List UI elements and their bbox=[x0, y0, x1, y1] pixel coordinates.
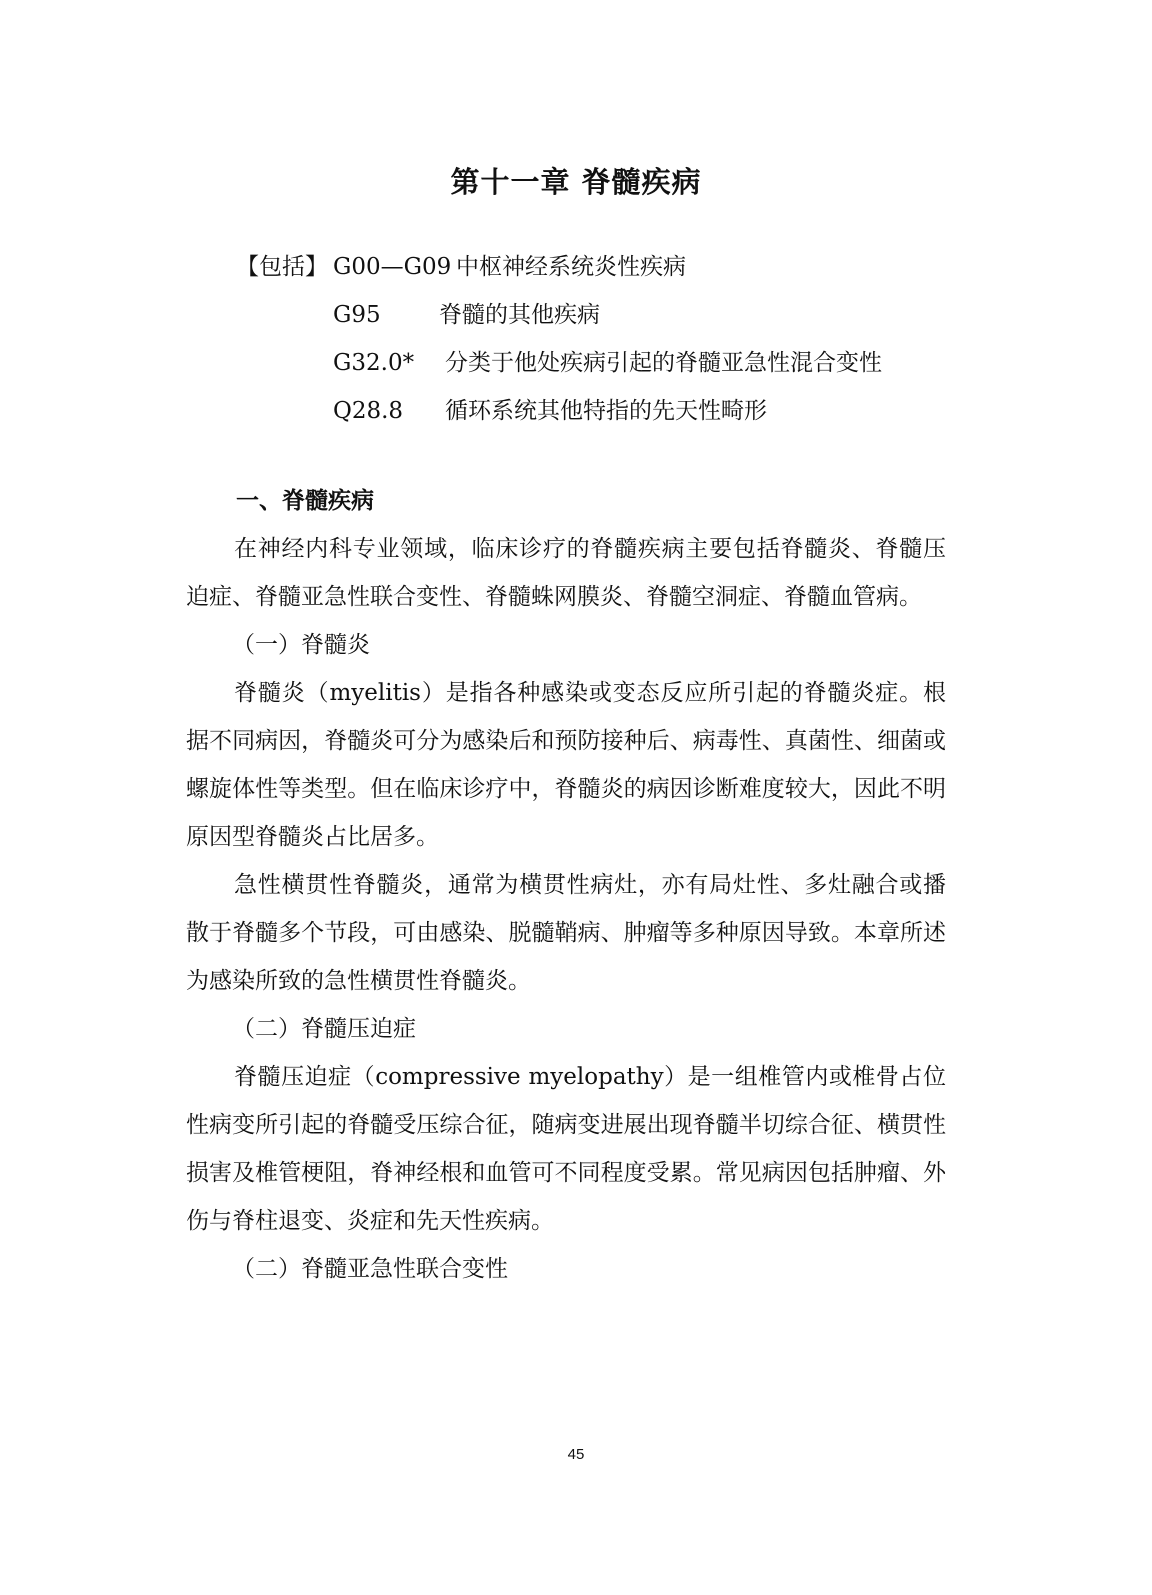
includes-code: G00—G09 bbox=[333, 254, 452, 280]
includes-code: Q28.8 bbox=[333, 398, 404, 424]
includes-row bbox=[236, 339, 882, 387]
chapter-title: 第十一章 脊髓疾病 bbox=[450, 165, 702, 199]
section-intro-paragraph: 在神经内科专业领域，临床诊疗的脊髓疾病主要包括脊髓炎、脊髓压迫症、脊髓亚急性联合变性、脊髓蛛网膜炎、脊髓空洞症、脊髓血管病。 bbox=[186, 536, 946, 610]
includes-block bbox=[236, 243, 882, 435]
includes-row bbox=[236, 387, 767, 435]
includes-code: G32.0* bbox=[333, 350, 415, 376]
includes-desc: 中枢神经系统炎性疾病 bbox=[456, 254, 686, 280]
includes-label: 【包括】 bbox=[236, 254, 328, 280]
page-number: 45 bbox=[567, 1446, 585, 1463]
includes-desc: 分类于他处疾病引起的脊髓亚急性混合变性 bbox=[445, 350, 882, 376]
includes-row bbox=[236, 291, 600, 339]
includes-code: G95 bbox=[333, 302, 381, 328]
myelitis-paragraph-2: 急性横贯性脊髓炎，通常为横贯性病灶，亦有局灶性、多灶融合或播散于脊髓多个节段，可由感染、脱髓鞘病、肿瘤等多种原因导致。本章所述为感染所致的急性横贯性脊髓炎。 bbox=[186, 872, 946, 994]
compression-paragraph: 脊髓压迫症（compressive myelopathy）是一组椎管内或椎骨占位性病变所引起的脊髓受压综合征，随病变进展出现脊髓半切综合征、横贯性损害及椎管梗阻，脊神经根和血管可不同程度受累。常见病因包括肿瘤、外伤与脊柱退变、炎症和先天性疾病。 bbox=[186, 1064, 946, 1234]
section-heading: 一、脊髓疾病 bbox=[236, 487, 374, 514]
includes-desc: 脊髓的其他疾病 bbox=[439, 302, 600, 328]
myelitis-paragraph-1: 脊髓炎（myelitis）是指各种感染或变态反应所引起的脊髓炎症。根据不同病因，脊髓炎可分为感染后和预防接种后、病毒性、真菌性、细菌或螺旋体性等类型。但在临床诊疗中，脊髓炎的病因诊断难度较大，因此不明原因型脊髓炎占比居多。 bbox=[186, 680, 946, 850]
subsection-title-degeneration: （二）脊髓亚急性联合变性 bbox=[232, 1256, 508, 1282]
includes-row bbox=[236, 243, 686, 291]
subsection-title-myelitis: （一）脊髓炎 bbox=[232, 632, 370, 658]
subsection-title-compression: （二）脊髓压迫症 bbox=[232, 1016, 416, 1042]
body-text bbox=[186, 477, 946, 1293]
includes-desc: 循环系统其他特指的先天性畸形 bbox=[445, 398, 767, 424]
